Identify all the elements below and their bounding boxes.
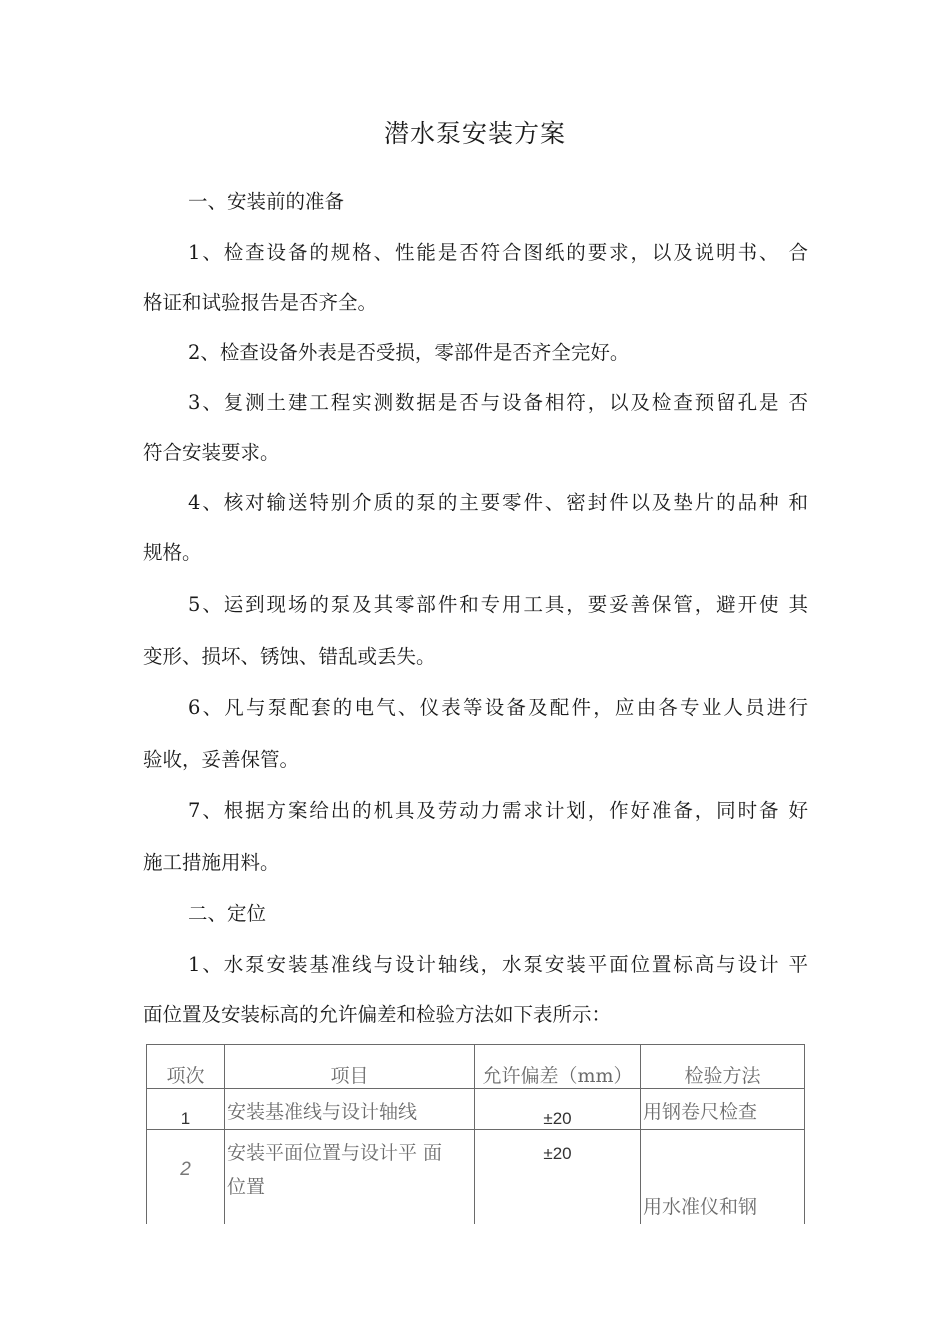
paragraph-1-line-2: 格证和试验报告是否齐全。 <box>143 291 378 314</box>
paragraph-3-line-2: 符合安装要求。 <box>143 441 280 464</box>
paragraph-6-line-2: 验收，妥善保管。 <box>143 748 300 771</box>
paragraph-4-line-1: 4、核对输送特别介质的泵的主要零件、密封件以及垫片的品种 和 <box>188 491 808 514</box>
table-row <box>147 1130 805 1225</box>
row-2-tolerance: ±20 <box>475 1130 641 1225</box>
paragraph-5-line-1: 5、运到现场的泵及其零部件和专用工具，要妥善保管，避开使 其 <box>188 593 808 616</box>
section-heading-preparation: 一、安装前的准备 <box>188 190 345 213</box>
row-1-item: 安装基准线与设计轴线 <box>225 1089 475 1130</box>
paragraph-7-line-2: 施工措施用料。 <box>143 851 280 874</box>
tolerance-table <box>146 1044 805 1224</box>
header-index: 项次 <box>147 1045 225 1089</box>
table-header-row <box>147 1045 805 1089</box>
header-item: 项目 <box>225 1045 475 1089</box>
section-heading-positioning: 二、定位 <box>188 902 267 925</box>
paragraph-5-line-2: 变形、损坏、锈蚀、错乱或丢失。 <box>143 645 436 668</box>
table-row <box>147 1089 805 1130</box>
paragraph-8-line-2: 面位置及安装标高的允许偏差和检验方法如下表所示： <box>143 1003 612 1026</box>
document-title: 潜水泵安装方案 <box>383 119 566 148</box>
paragraph-1-line-1: 1、检查设备的规格、性能是否符合图纸的要求，以及说明书、 合 <box>188 241 808 264</box>
paragraph-8-line-1: 1、水泵安装基准线与设计轴线，水泵安装平面位置标高与设计 平 <box>188 953 808 976</box>
row-2-item-line-1: 安装平面位置与设计平 面 <box>227 1142 443 1164</box>
row-1-method: 用钢卷尺检查 <box>641 1089 805 1130</box>
paragraph-2-line-1: 2、检查设备外表是否受损，零部件是否齐全完好。 <box>188 341 630 364</box>
row-2-item-line-2: 位置 <box>227 1176 266 1198</box>
row-1-index: 1 <box>147 1089 225 1130</box>
row-2-item <box>225 1130 475 1225</box>
row-2-index: 2 <box>147 1130 225 1225</box>
row-1-tolerance: ±20 <box>475 1089 641 1130</box>
row-2-method: 用水准仪和钢 <box>641 1130 805 1225</box>
paragraph-7-line-1: 7、根据方案给出的机具及劳动力需求计划，作好准备，同时备 好 <box>188 799 808 822</box>
paragraph-4-line-2: 规格。 <box>143 541 202 564</box>
paragraph-3-line-1: 3、复测土建工程实测数据是否与设备相符，以及检查预留孔是 否 <box>188 391 808 414</box>
paragraph-6-line-1: 6、凡与泵配套的电气、仪表等设备及配件，应由各专业人员进行 <box>188 696 808 719</box>
header-tolerance: 允许偏差（mm） <box>475 1045 641 1089</box>
header-method: 检验方法 <box>641 1045 805 1089</box>
